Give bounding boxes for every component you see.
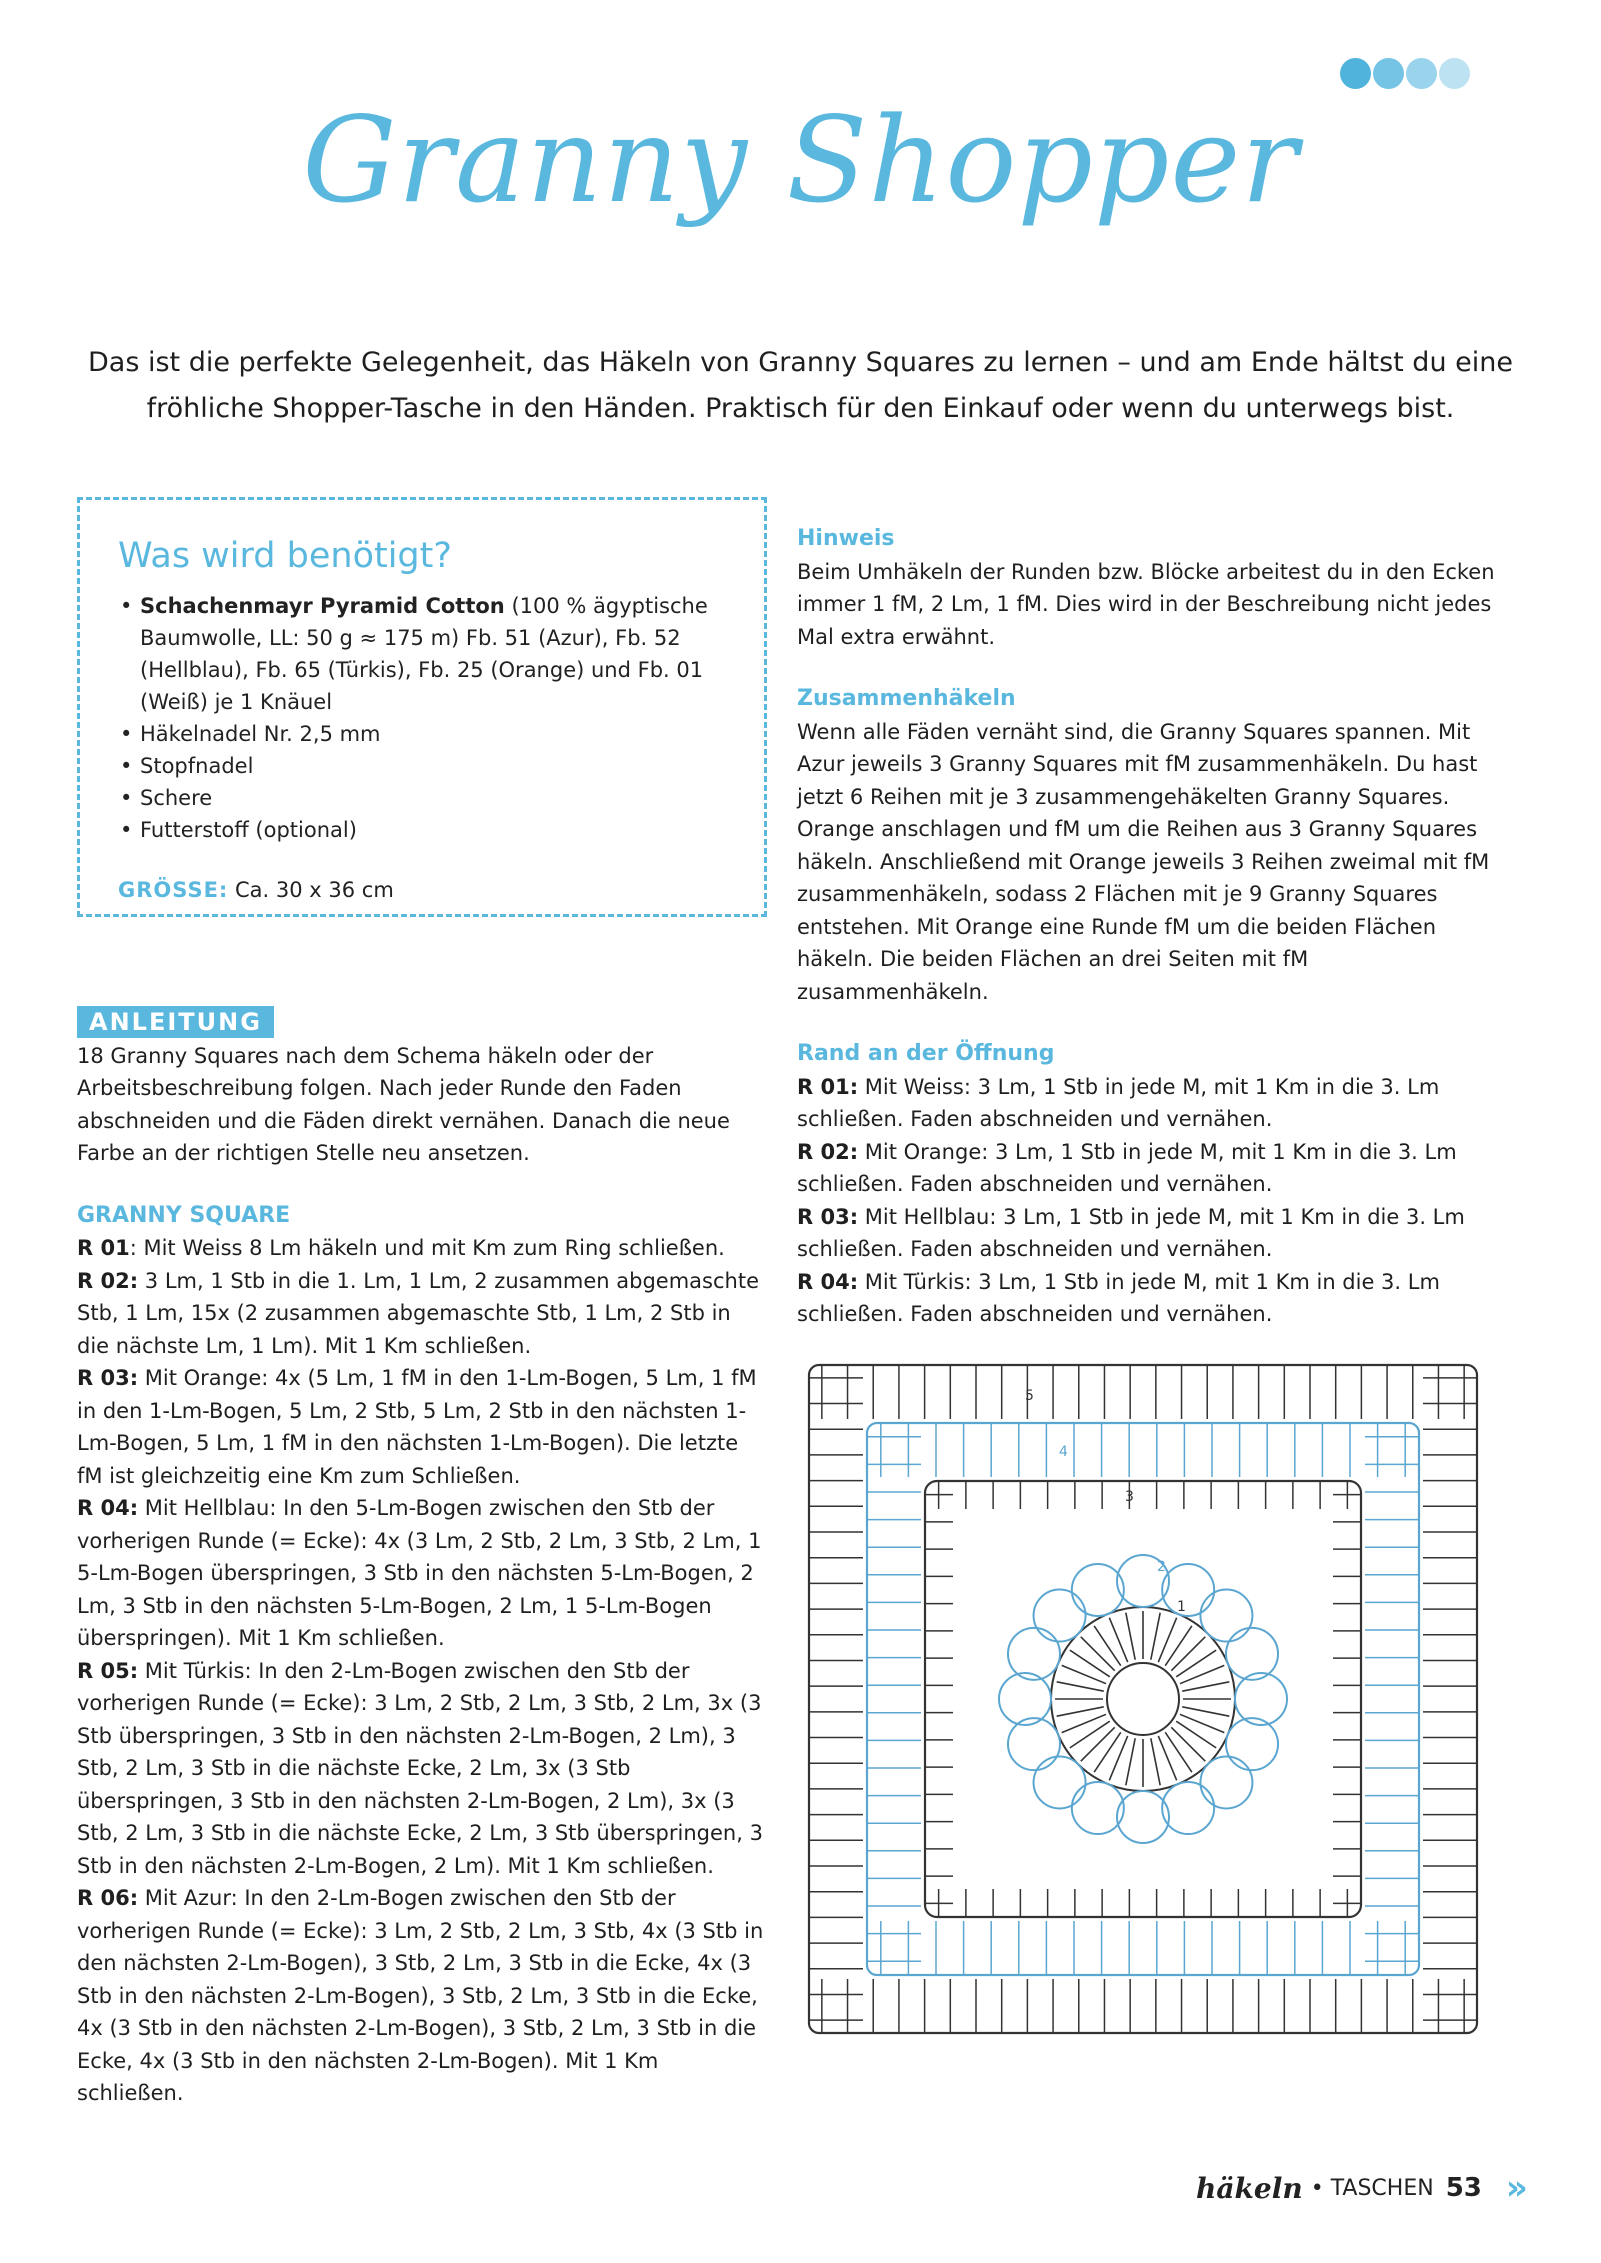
- round-r03: R 03: Mit Orange: 4x (5 Lm, 1 fM in den 1-Lm-Bogen, 5 Lm, 1 fM in den 1-Lm-Bogen, 5 Lm, 2 Stb, 5 Lm, 2 Stb in den nächsten 1-Lm-Bogen, 5 Lm, 1 fM in den nächsten 1-Lm-Bogen). Die letzte fM ist gleichzeitig eine Km zum Schließen.: [77, 1366, 757, 1488]
- chart-stitch: [1062, 1665, 1106, 1683]
- chart-stitch: [1171, 1727, 1205, 1761]
- chart-stitch: [1081, 1727, 1115, 1761]
- chart-loop: [1162, 1782, 1214, 1834]
- chart-loop: [1072, 1564, 1124, 1616]
- chart-stitch: [1081, 1637, 1115, 1671]
- list-item: • Schere: [120, 786, 213, 810]
- intro-text: Das ist die perfekte Gelegenheit, das Häkeln von Granny Squares zu lernen – und am Ende hältst du eine fröhliche Shopper-Tasche in den Händen. Praktisch für den Einkauf oder wenn du unterwegs bist.: [88, 347, 1513, 424]
- chart-stitch: [1057, 1682, 1104, 1691]
- chart-label-4: 4: [1059, 1444, 1068, 1460]
- chart-loop: [1034, 1590, 1086, 1642]
- hinweis-text: Beim Umhäkeln der Runden bzw. Blöcke arbeitest du in den Ecken immer 1 fM, 2 Lm, 1 fM. Dies wird in der Beschreibung nicht jedes Mal extra erwähnt.: [797, 559, 1495, 649]
- chart-loop: [1200, 1756, 1252, 1808]
- chart-stitch: [1151, 1738, 1160, 1785]
- chart-round4-square: [925, 1481, 1361, 1917]
- materials-heading: Was wird benötigt?: [118, 536, 452, 576]
- page-footer: [1196, 2168, 1556, 2208]
- round-r01: R 01: Mit Weiss 8 Lm häkeln und mit Km zum Ring schließen.: [77, 1236, 725, 1260]
- chart-stitch: [1165, 1626, 1192, 1666]
- round-r04: R 04: Mit Hellblau: In den 5-Lm-Bogen zwischen den Stb der vorherigen Runde (= Ecke): 4x (3 Lm, 2 Stb, 2 Lm, 3 Stb, 2 Lm, 1 5-Lm-Bogen überspringen, 3 Stb in den nächsten 5-Lm-Bogen, 2 Lm, 3 Stb in den nächsten 5-Lm-Bogen, 2 Lm, 1 5-Lm-Bogen überspringen). Mit 1 Km schließen.: [77, 1496, 762, 1650]
- round-r05: R 05: Mit Türkis: In den 2-Lm-Bogen zwischen den Stb der vorherigen Runde (= Ecke): 3 Lm, 2 Stb, 2 Lm, 3 Stb, 2 Lm, 3x (3 Stb überspringen, 3 Stb in den nächsten 2-Lm-Bogen, 2 Lm), 3 Stb, 2 Lm, 3 Stb in die nächste Ecke, 2 Lm, 3x (3 Stb überspringen, 3 Stb in den nächsten 2-Lm-Bogen, 2 Lm), 3x (3 Stb, 2 Lm, 3 Stb in die nächste Ecke, 2 Lm, 3 Stb überspringen, 3 Stb in den nächsten 2-Lm-Bogen, 2 Lm). Mit 1 Km schließen.: [77, 1658, 763, 1878]
- footer-brand: häkeln: [1196, 2171, 1303, 2205]
- yarn-ball-icon: [1340, 58, 1371, 89]
- chart-stitch: [1070, 1721, 1110, 1748]
- chart-stitch: [1158, 1618, 1176, 1662]
- chart-stitch: [1182, 1707, 1229, 1716]
- chart-loop: [1008, 1718, 1060, 1770]
- page-number: 53: [1445, 2173, 1482, 2203]
- page-title: Granny Shopper: [302, 91, 1299, 229]
- list-item: • Stopfnadel: [120, 754, 254, 778]
- chart-stitch: [1062, 1714, 1106, 1732]
- crochet-chart-diagram: [797, 1353, 1489, 2045]
- chart-stitch: [1109, 1736, 1127, 1780]
- chart-loop: [1200, 1590, 1252, 1642]
- round-r06: R 06: Mit Azur: In den 2-Lm-Bogen zwischen den Stb der vorherigen Runde (= Ecke): 3 Lm, 2 Stb, 2 Lm, 3 Stb, 4x (3 Stb in den nächsten 2-Lm-Bogen), 3 Stb, 2 Lm, 3 Stb in die Ecke, 4x (3 Stb in den nächsten 2-Lm-Bogen), 3 Stb, 2 Lm, 3 Stb in die Ecke, 4x (3 Stb in den nächsten 2-Lm-Bogen), 3 Stb, 2 Lm, 3 Stb in die Ecke, 4x (3 Stb in den nächsten 2-Lm-Bogen). Mit 1 Km schließen.: [77, 1886, 764, 2105]
- chart-loop: [1034, 1756, 1086, 1808]
- yarn-ball-icon: [1373, 58, 1404, 89]
- granny-square-heading: GRANNY SQUARE: [77, 1202, 291, 1228]
- hinweis-heading: Hinweis: [797, 526, 895, 551]
- chart-label-5: 5: [1025, 1388, 1034, 1404]
- yarn-ball-icon: [1439, 58, 1470, 89]
- chart-stitch: [1182, 1682, 1229, 1691]
- rand-r04: R 04: Mit Türkis: 3 Lm, 1 Stb in jede M, mit 1 Km in die 3. Lm schließen. Faden abschneiden und vernähen.: [797, 1269, 1440, 1326]
- chart-stitch: [1070, 1650, 1110, 1677]
- chart-stitch: [1176, 1650, 1216, 1677]
- chart-stitch: [1094, 1732, 1121, 1772]
- rand-r01: R 01: Mit Weiss: 3 Lm, 1 Stb in jede M, mit 1 Km in die 3. Lm schließen. Faden abschneiden und vernähen.: [797, 1074, 1440, 1131]
- anleitung-badge: ANLEITUNG: [77, 1006, 274, 1038]
- chart-stitch: [1158, 1736, 1176, 1780]
- chart-stitch: [1165, 1732, 1192, 1772]
- chart-loop: [1117, 1791, 1169, 1843]
- yarn-ball-icon: [1406, 58, 1437, 89]
- chart-label-3: 3: [1125, 1489, 1134, 1505]
- anleitung-text: 18 Granny Squares nach dem Schema häkeln oder der Arbeitsbeschreibung folgen. Nach jeder Runde den Faden abschneiden und die Fäden direkt vernähen. Danach die neue Farbe an der richtigen Stelle neu ansetzen.: [77, 1043, 730, 1165]
- chart-loop: [1226, 1628, 1278, 1680]
- chart-loop: [1235, 1673, 1287, 1725]
- chart-stitch: [1171, 1637, 1205, 1671]
- chart-stitch: [1151, 1613, 1160, 1660]
- materials-box: [77, 497, 767, 917]
- materials-list: [118, 590, 764, 846]
- right-column: [797, 523, 1497, 1331]
- chart-label-1: 1: [1177, 1599, 1186, 1615]
- rand-r02: R 02: Mit Orange: 3 Lm, 1 Stb in jede M, mit 1 Km in die 3. Lm schließen. Faden abschneiden und vernähen.: [797, 1139, 1457, 1196]
- chart-round5-square: [867, 1423, 1419, 1975]
- rand-r03: R 03: Mit Hellblau: 3 Lm, 1 Stb in jede M, mit 1 Km in die 3. Lm schließen. Faden abschneiden und vernähen.: [797, 1204, 1465, 1261]
- chart-loop: [1072, 1782, 1124, 1834]
- yarn-balls-decoration: [1340, 58, 1470, 89]
- left-column: [77, 1006, 767, 2110]
- zusammenhakeln-heading: Zusammenhäkeln: [797, 686, 1016, 711]
- list-item: • Häkelnadel Nr. 2,5 mm: [120, 722, 381, 746]
- chart-symbols: [809, 1365, 1477, 2033]
- chart-stitch: [1126, 1738, 1135, 1785]
- chart-loop: [1008, 1628, 1060, 1680]
- footer-section: • TASCHEN: [1310, 2175, 1434, 2201]
- chart-stitch: [1094, 1626, 1121, 1666]
- list-item: • Futterstoff (optional): [120, 818, 357, 842]
- chart-stitch: [1176, 1721, 1216, 1748]
- list-item: • Schachenmayr Pyramid Cotton (100 % ägyptische Baumwolle, LL: 50 g ≈ 175 m) Fb. 51 (Azur), Fb. 52 (Hellblau), Fb. 65 (Türkis), Fb. 25 (Orange) und Fb. 01 (Weiß) je 1 Knäuel: [120, 594, 708, 714]
- chart-loop: [1162, 1564, 1214, 1616]
- chart-stitch: [1109, 1618, 1127, 1662]
- chart-loop: [1226, 1718, 1278, 1770]
- chart-stitch: [1180, 1665, 1224, 1683]
- chart-stitch: [1057, 1707, 1104, 1716]
- next-page-arrow-icon: »: [1505, 2168, 1528, 2208]
- rand-heading: Rand an der Öffnung: [797, 1041, 1055, 1066]
- chart-label-2: 2: [1157, 1559, 1166, 1575]
- round-r02: R 02: 3 Lm, 1 Stb in die 1. Lm, 1 Lm, 2 zusammen abgemaschte Stb, 1 Lm, 15x (2 zusammen abgemaschte Stb, 1 Lm, 2 Stb in die nächste Lm, 1 Lm). Mit 1 Km schließen.: [77, 1268, 759, 1358]
- chart-round6-square: [809, 1365, 1477, 2033]
- zusammenhakeln-text: Wenn alle Fäden vernäht sind, die Granny Squares spannen. Mit Azur jeweils 3 Granny Squares mit fM zusammenhäkeln. Du hast jetzt 6 Reihen mit je 3 zusammengehäkelten Granny Squares. Orange anschlagen und fM um die Reihen aus 3 Granny Squares häkeln. Anschließend mit Orange jeweils 3 Reihen zweimal mit fM zusammenhäkeln, sodass 2 Flächen mit je 9 Granny Squares entstehen. Mit Orange eine Runde fM um die beiden Flächen häkeln. Die beiden Flächen an drei Seiten mit fM zusammenhäkeln.: [797, 719, 1490, 1004]
- size-info: GRÖSSE: Ca. 30 x 36 cm: [118, 878, 394, 902]
- chart-stitch: [1126, 1613, 1135, 1660]
- chart-center-ring: [1107, 1663, 1179, 1735]
- chart-loop: [999, 1673, 1051, 1725]
- chart-stitch: [1180, 1714, 1224, 1732]
